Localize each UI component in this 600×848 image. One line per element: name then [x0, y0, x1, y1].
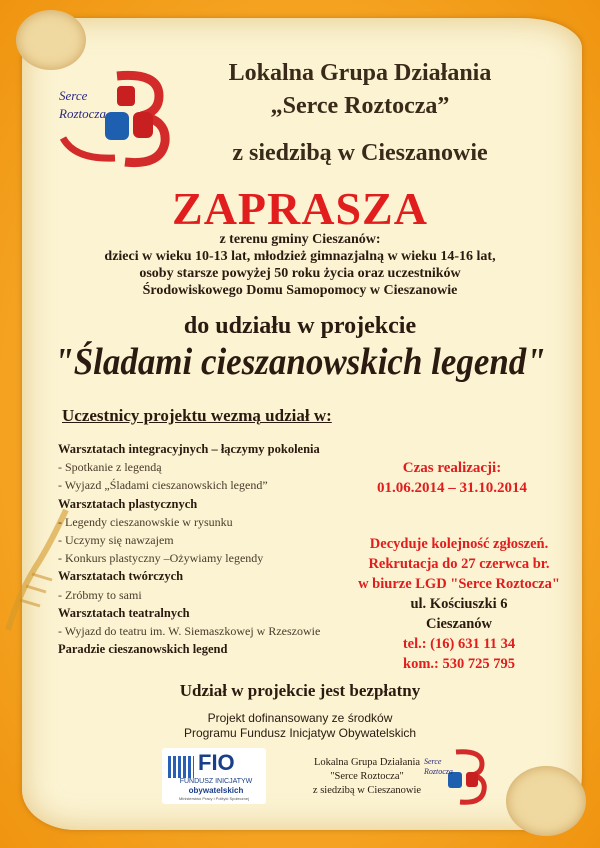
- activity-item: - Legendy cieszanowskie w rysunku: [58, 514, 233, 529]
- contact-phone: tel.: (16) 631 11 34: [402, 636, 516, 652]
- logo-text-line2: Roztocza: [59, 106, 106, 121]
- activity-heading: Warsztatach teatralnych: [58, 605, 190, 620]
- audience-line: Środowiskowego Domu Samopomocy w Cieszanowie: [142, 283, 458, 298]
- activities-list: [58, 440, 348, 658]
- audience-line: dzieci w wieku 10-13 lat, młodzież gimnazjalną w wieku 14-16 lat,: [104, 249, 496, 264]
- audience-block: [40, 231, 560, 299]
- fio-bars-icon: [168, 756, 194, 778]
- fio-logo: [162, 748, 266, 804]
- logo-small-text-line1: Serce: [424, 757, 442, 766]
- activity-heading: Paradzie cieszanowskich legend: [58, 642, 228, 657]
- address-block: [334, 594, 584, 634]
- activity-item: - Wyjazd „Śladami cieszanowskich legend”: [58, 478, 268, 493]
- fio-acronym: FIO: [198, 750, 235, 775]
- recruitment-block: [334, 534, 584, 594]
- activity-heading: Warsztatach plastycznych: [58, 496, 198, 511]
- footer-lgd-line: z siedzibą w Cieszanowie: [312, 785, 422, 796]
- funding-line: Projekt dofinansowany ze środków: [207, 711, 393, 725]
- funding-note: [0, 711, 600, 741]
- contact-block: [334, 634, 584, 674]
- activity-item: - Konkurs plastyczny –Ożywiamy legendy: [58, 551, 264, 566]
- contact-mobile: kom.: 530 725 795: [403, 656, 515, 672]
- schedule-label: Czas realizacji:: [402, 460, 502, 476]
- footer-lgd-line: Lokalna Grupa Działania: [313, 757, 421, 768]
- address-city: Cieszanów: [425, 616, 493, 632]
- activity-item: - Uczymy się nawzajem: [58, 533, 174, 548]
- address-street: ul. Kościuszki 6: [410, 596, 508, 612]
- org-quoted-name: „Serce Roztocza”: [270, 93, 450, 119]
- fio-name1: FUNDUSZ INICJATYW: [179, 778, 253, 785]
- serce-roztocza-logo: [55, 68, 175, 168]
- participants-heading: Uczestnicy projektu wezmą udział w:: [62, 406, 332, 425]
- funding-line: Programu Fundusz Inicjatyw Obywatelskich: [183, 726, 417, 740]
- fio-name2: obywatelskich: [188, 786, 244, 795]
- logo-text-line1: Serce: [59, 88, 88, 103]
- org-seat: z siedzibą w Cieszanowie: [232, 140, 488, 166]
- org-name: Lokalna Grupa Działania: [228, 60, 492, 86]
- activity-item: - Wyjazd do teatru im. W. Siemaszkowej w Rzeszowie: [58, 624, 321, 639]
- schedule-block: [352, 458, 552, 498]
- activity-heading: Warsztatach integracyjnych – łączymy pokolenia: [58, 442, 320, 456]
- activity-heading: Warsztatach twórczych: [58, 569, 184, 584]
- invite-heading: ZAPRASZA: [172, 183, 428, 234]
- logo-small-text-line2: Roztocza: [424, 767, 453, 776]
- project-title: "Śladami cieszanowskich legend": [54, 341, 546, 383]
- free-participation-note: Udział w projekcie jest bezpłatny: [179, 681, 421, 700]
- schedule-dates: 01.06.2014 – 31.10.2014: [377, 480, 527, 496]
- fio-tagline: Ministerstwo Pracy i Polityki Społecznej: [178, 796, 250, 801]
- footer-lgd-line: "Serce Roztocza": [330, 771, 404, 782]
- recruitment-line: Decyduje kolejność zgłoszeń.: [369, 536, 549, 552]
- activity-item: - Zróbmy to sami: [58, 587, 142, 602]
- serce-roztocza-logo-small: [420, 746, 490, 806]
- recruitment-line: Rekrutacja do 27 czerwca br.: [368, 556, 550, 572]
- audience-line: osoby starsze powyżej 50 roku życia oraz uczestników: [139, 266, 461, 281]
- activity-item: - Spotkanie z legendą: [58, 460, 162, 475]
- audience-line: z terenu gminy Cieszanów:: [219, 232, 381, 247]
- recruitment-line: w biurze LGD "Serce Roztocza": [358, 576, 560, 592]
- invite-to: do udziału w projekcie: [183, 313, 417, 339]
